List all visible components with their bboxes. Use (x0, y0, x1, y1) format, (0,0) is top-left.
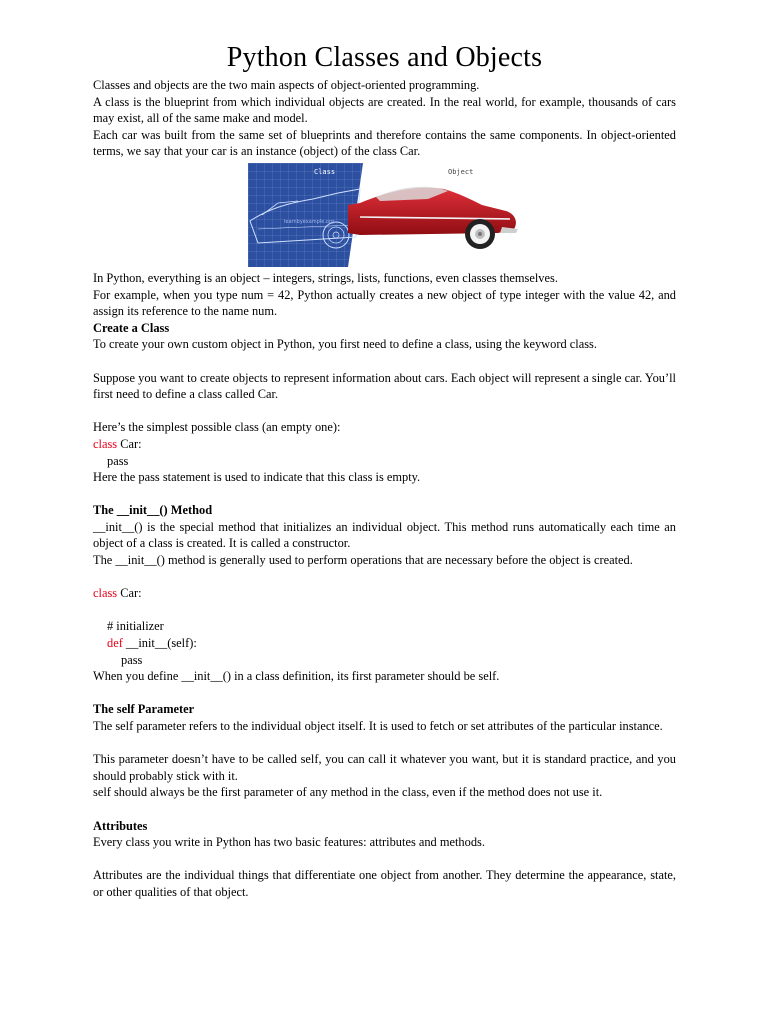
code-keyword-class-2: class (93, 586, 118, 601)
object-label: Object (448, 167, 474, 176)
create-class-paragraph-1: To create your own custom object in Python, you first need to define a class, using the keyword class. (93, 337, 597, 352)
intro-paragraph-1: Classes and objects are the two main aspects of object-oriented programming. (93, 78, 480, 92)
code-keyword-class: class (93, 436, 118, 451)
self-parameter-paragraph-1: The self parameter refers to the individual object itself. It is used to fetch or set attributes of the particular instance. (93, 719, 663, 733)
blueprint-watermark: learnbyexample.org (284, 218, 335, 225)
self-parameter-paragraph-3: self should always be the first parameter of any method in the class, even if the method does not use it. (93, 785, 603, 800)
attributes-paragraph-1: Every class you write in Python has two basic features: attributes and methods. (93, 835, 485, 850)
class-object-car-image (248, 163, 518, 267)
code-line-class-car (93, 436, 676, 453)
self-parameter-paragraph-2: This parameter doesn’t have to be called self, you can call it whatever you want, but it is standard practice, and you should probably stick with it. (93, 752, 676, 783)
code-line-pass-2: pass (121, 652, 143, 667)
page-title: Python Classes and Objects (226, 42, 543, 73)
attributes-heading: Attributes (93, 818, 148, 833)
create-class-paragraph-2: Suppose you want to create objects to represent information about cars. Each object will represent a single car. You’ll first need to define a class called Car. (93, 370, 676, 402)
code-def-signature: __init__(self): (122, 636, 197, 651)
code-class-name: Car: (117, 436, 142, 451)
init-method-heading: The __init__() Method (93, 503, 213, 518)
create-class-heading: Create a Class (93, 320, 170, 335)
class-object-illustration (248, 163, 518, 267)
code-line-pass: pass (107, 453, 129, 468)
code-comment-initializer: # initializer (107, 619, 164, 634)
init-method-paragraph-3: When you define __init__() in a class definition, its first parameter should be self. (93, 669, 500, 684)
create-class-paragraph-4: Here the pass statement is used to indicate that this class is empty. (93, 470, 421, 485)
attributes-paragraph-2: Attributes are the individual things that differentiate one object from another. They determine the appearance, state, or other qualities of that object. (93, 868, 676, 899)
class-label: Class (314, 167, 336, 176)
code-keyword-def: def (107, 636, 123, 651)
init-method-paragraph-2: The __init__() method is generally used to perform operations that are necessary before the object is created. (93, 553, 633, 568)
intro-paragraph-3: Each car was built from the same set of blueprints and therefore contains the same components. In object-oriented terms, we say that your car is an instance (object) of the class Car. (93, 127, 676, 159)
code-class-name-2: Car: (117, 586, 142, 601)
python-objects-paragraph-1: In Python, everything is an object – integers, strings, lists, functions, even classes themselves. (93, 270, 558, 285)
self-parameter-heading: The self Parameter (93, 702, 195, 717)
python-objects-paragraph-2: For example, when you type num = 42, Python actually creates a new object of type integer with the value 42, and assign its reference to the name num. (93, 287, 676, 319)
intro-paragraph-2: A class is the blueprint from which individual objects are created. In the real world, for example, thousands of cars may exist, all of the same make and model. (93, 94, 676, 126)
create-class-paragraph-3: Here’s the simplest possible class (an empty one): (93, 420, 341, 435)
code-line-def-init (93, 635, 676, 652)
code-line-class-car-2 (93, 585, 676, 602)
init-method-paragraph-1: __init__() is the special method that initializes an individual object. This method runs automatically each time an object of a class is created. It is called a constructor. (93, 519, 676, 551)
document-page (93, 40, 676, 901)
